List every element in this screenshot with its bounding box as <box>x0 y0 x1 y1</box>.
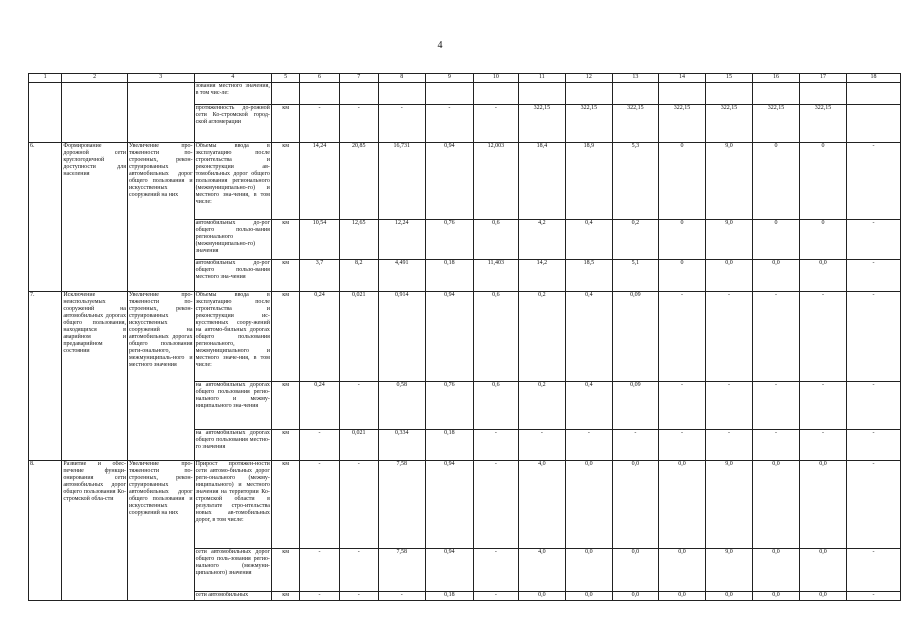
value-cell <box>565 83 612 105</box>
result-cell: Увеличение про-тяженности по-строенных, рекон-струированных автомобильных дорог общего пользования и искусственных сооружений на них <box>127 461 194 601</box>
value-cell: 0,4 <box>565 220 612 260</box>
value-cell: - <box>658 430 705 461</box>
value-cell: 0,021 <box>339 292 378 382</box>
value-cell: 18,9 <box>565 143 612 220</box>
result-cell: Увеличение про-тяженности по-строенных, рекон-струированных искусственных сооружений на автомобильных дорогах общего пользования реги-онального, межмуниципаль-ного и местного значения <box>127 292 194 461</box>
result-cell: Увеличение про-тяженности по-строенных, рекон-струированных автомобильных дорог общего пользования и искусственных сооружений на них <box>127 143 194 292</box>
column-number: 1 <box>29 74 62 83</box>
value-cell: 0,0 <box>565 549 612 592</box>
value-cell: 5,3 <box>612 143 658 220</box>
indicator-cell: на автомобильных дорогах общего пользования местно-го значения <box>194 430 271 461</box>
value-cell: 0,0 <box>612 549 658 592</box>
value-cell: 0,0 <box>612 461 658 549</box>
column-number: 5 <box>271 74 299 83</box>
value-cell: 0,76 <box>425 220 473 260</box>
column-number: 16 <box>752 74 799 83</box>
value-cell: 14,2 <box>518 260 565 292</box>
indicator-cell: автомобильных до-рог общего пользо-вания регионального (межмуниципально-го) значения <box>194 220 271 260</box>
column-number-row <box>29 74 901 83</box>
value-cell: 0,0 <box>612 592 658 601</box>
value-cell: 0,09 <box>612 382 658 430</box>
table-row <box>29 83 901 105</box>
value-cell: 4,491 <box>378 260 425 292</box>
value-cell: 0,0 <box>800 260 847 292</box>
value-cell: - <box>800 382 847 430</box>
value-cell: 9,0 <box>705 549 752 592</box>
value-cell: 0,0 <box>658 549 705 592</box>
value-cell: - <box>300 461 339 549</box>
value-cell: 9,0 <box>705 220 752 260</box>
value-cell: 0,09 <box>612 292 658 382</box>
column-number: 10 <box>473 74 518 83</box>
column-number: 13 <box>612 74 658 83</box>
indicator-cell: на автомобильных дорогах общего пользования регио-нального и межму-ниципального зна-чения <box>194 382 271 430</box>
task-name-cell <box>62 83 128 143</box>
value-cell <box>752 83 799 105</box>
value-cell: - <box>847 260 901 292</box>
value-cell: - <box>300 430 339 461</box>
value-cell: 7,58 <box>378 549 425 592</box>
value-cell: 0,76 <box>425 382 473 430</box>
value-cell <box>473 83 518 105</box>
value-cell: - <box>847 382 901 430</box>
value-cell: 322,15 <box>800 105 847 143</box>
indicator-cell: сети автомобильных дорог общего поль-зования регио-нального (межмуни-ципального) значения <box>194 549 271 592</box>
value-cell: 0,0 <box>752 549 799 592</box>
value-cell: - <box>339 549 378 592</box>
value-cell: - <box>378 592 425 601</box>
value-cell: 0 <box>658 260 705 292</box>
value-cell: 0,2 <box>518 382 565 430</box>
value-cell: - <box>658 382 705 430</box>
value-cell: 0,0 <box>800 592 847 601</box>
page-number: 4 <box>437 40 443 51</box>
value-cell: 11,403 <box>473 260 518 292</box>
value-cell: 18,5 <box>565 260 612 292</box>
value-cell: 12,24 <box>378 220 425 260</box>
row-number-cell <box>29 83 62 143</box>
value-cell: - <box>847 592 901 601</box>
value-cell: 0 <box>800 143 847 220</box>
unit-cell: км <box>271 382 299 430</box>
value-cell: 0,4 <box>565 382 612 430</box>
unit-cell: км <box>271 143 299 220</box>
value-cell: - <box>300 105 339 143</box>
row-number-cell: 7. <box>29 292 62 461</box>
unit-cell: км <box>271 430 299 461</box>
value-cell: 4,0 <box>518 461 565 549</box>
value-cell: 0 <box>752 220 799 260</box>
value-cell: 9,0 <box>705 461 752 549</box>
value-cell: 0,334 <box>378 430 425 461</box>
value-cell: - <box>378 105 425 143</box>
indicator-cell: сети автомобильных <box>194 592 271 601</box>
value-cell: - <box>705 382 752 430</box>
row-number-cell: 6. <box>29 143 62 292</box>
column-number: 8 <box>378 74 425 83</box>
table-row <box>29 292 901 382</box>
indicator-cell: протяженность до-рожной сети Ко-стромской город-ской агломерации <box>194 105 271 143</box>
value-cell: - <box>300 592 339 601</box>
unit-cell: км <box>271 461 299 549</box>
value-cell <box>518 83 565 105</box>
value-cell: - <box>847 143 901 220</box>
value-cell: 0,6 <box>473 382 518 430</box>
value-cell: 0,0 <box>565 592 612 601</box>
unit-cell: км <box>271 292 299 382</box>
task-name-cell: Исключение неиспользуемых сооружений на автомобильных дорогах общего пользования, находящихся в аварийном и предаварийном состоянии <box>62 292 128 461</box>
value-cell: 0 <box>658 143 705 220</box>
value-cell: 3,7 <box>300 260 339 292</box>
value-cell <box>847 105 901 143</box>
column-number: 7 <box>339 74 378 83</box>
value-cell: - <box>847 292 901 382</box>
value-cell: - <box>518 430 565 461</box>
value-cell: 0,24 <box>300 292 339 382</box>
value-cell: - <box>339 592 378 601</box>
unit-cell <box>271 83 299 105</box>
value-cell: 322,15 <box>752 105 799 143</box>
table-row <box>29 461 901 549</box>
value-cell: - <box>705 430 752 461</box>
value-cell: 322,15 <box>705 105 752 143</box>
value-cell: 0,0 <box>752 260 799 292</box>
row-number-cell: 8. <box>29 461 62 601</box>
result-cell <box>127 83 194 143</box>
value-cell: - <box>847 461 901 549</box>
value-cell: - <box>473 461 518 549</box>
value-cell <box>658 83 705 105</box>
task-name-cell: Формирование дорожной сети круглогодичной доступности для населения <box>62 143 128 292</box>
value-cell: 0,914 <box>378 292 425 382</box>
column-number: 4 <box>194 74 271 83</box>
value-cell: 0,4 <box>565 292 612 382</box>
value-cell: 0,94 <box>425 143 473 220</box>
value-cell: 0,0 <box>518 592 565 601</box>
value-cell: 0,0 <box>565 461 612 549</box>
value-cell: 7,58 <box>378 461 425 549</box>
value-cell: 0,18 <box>425 430 473 461</box>
value-cell <box>378 83 425 105</box>
value-cell: 322,15 <box>658 105 705 143</box>
unit-cell: км <box>271 549 299 592</box>
value-cell: - <box>339 105 378 143</box>
column-number: 6 <box>300 74 339 83</box>
value-cell <box>425 83 473 105</box>
value-cell: - <box>473 592 518 601</box>
indicator-cell: Объемы ввода в эксплуатацию после строительства и реконструкции ав-томобильных дорог общего пользования регионального (межмуниципально-го) и местного зна-чения, в том числе: <box>194 143 271 220</box>
value-cell <box>339 83 378 105</box>
value-cell: - <box>847 549 901 592</box>
value-cell: - <box>300 549 339 592</box>
column-number: 3 <box>127 74 194 83</box>
value-cell: 0,0 <box>800 549 847 592</box>
table-row <box>29 143 901 220</box>
value-cell: 0,0 <box>705 260 752 292</box>
value-cell: 4,0 <box>518 549 565 592</box>
indicator-cell: автомобильных до-рог общего пользо-вания местного зна-чения <box>194 260 271 292</box>
value-cell: 0,0 <box>800 461 847 549</box>
value-cell: - <box>473 105 518 143</box>
value-cell: 0,6 <box>473 220 518 260</box>
value-cell: 0,0 <box>705 592 752 601</box>
value-cell: 12,65 <box>339 220 378 260</box>
value-cell: - <box>752 382 799 430</box>
value-cell: 0,18 <box>425 592 473 601</box>
column-number: 12 <box>565 74 612 83</box>
value-cell: 0,2 <box>612 220 658 260</box>
value-cell: - <box>473 549 518 592</box>
value-cell: - <box>752 430 799 461</box>
column-number: 15 <box>705 74 752 83</box>
value-cell: 0,18 <box>425 260 473 292</box>
value-cell: - <box>425 105 473 143</box>
value-cell: - <box>800 292 847 382</box>
unit-cell: км <box>271 105 299 143</box>
value-cell: - <box>339 461 378 549</box>
value-cell: - <box>565 430 612 461</box>
column-number: 17 <box>800 74 847 83</box>
value-cell: - <box>705 292 752 382</box>
value-cell: - <box>847 430 901 461</box>
column-number: 2 <box>62 74 128 83</box>
indicator-cell: зования местного значения, в том чис-ле: <box>194 83 271 105</box>
value-cell: 0,0 <box>752 461 799 549</box>
value-cell: 16,731 <box>378 143 425 220</box>
value-cell: 0,94 <box>425 549 473 592</box>
value-cell: 0,0 <box>658 592 705 601</box>
value-cell: - <box>612 430 658 461</box>
value-cell: 8,2 <box>339 260 378 292</box>
value-cell: 0,0 <box>658 461 705 549</box>
task-name-cell: Развитие и обес-печение функци-онирования сети автомобильных дорог общего пользования Ко-стромской обла-сти <box>62 461 128 601</box>
value-cell: 322,15 <box>565 105 612 143</box>
value-cell: 322,15 <box>612 105 658 143</box>
value-cell: 14,24 <box>300 143 339 220</box>
value-cell: 0,021 <box>339 430 378 461</box>
indicator-cell: Прирост протяжен-ности сети автомо-бильных дорог реги-онального (межму-ниципального) и местного значения на территории Ко-стромской области в результате стро-ительства новых ав-томобильных дорог, в том числе: <box>194 461 271 549</box>
value-cell: 0,94 <box>425 292 473 382</box>
value-cell: 20,85 <box>339 143 378 220</box>
value-cell: - <box>339 382 378 430</box>
value-cell: 0 <box>800 220 847 260</box>
value-cell: - <box>473 430 518 461</box>
value-cell: 0,2 <box>518 292 565 382</box>
unit-cell: км <box>271 592 299 601</box>
column-number: 9 <box>425 74 473 83</box>
value-cell: 0 <box>752 143 799 220</box>
value-cell: 10,54 <box>300 220 339 260</box>
value-cell: 5,1 <box>612 260 658 292</box>
value-cell: - <box>658 292 705 382</box>
value-cell: 0,6 <box>473 292 518 382</box>
value-cell: 0,94 <box>425 461 473 549</box>
value-cell <box>800 83 847 105</box>
value-cell: 12,003 <box>473 143 518 220</box>
road-program-table <box>28 73 901 601</box>
value-cell: 4,2 <box>518 220 565 260</box>
value-cell: - <box>752 292 799 382</box>
value-cell <box>847 83 901 105</box>
value-cell: - <box>800 430 847 461</box>
value-cell: 0,24 <box>300 382 339 430</box>
unit-cell: км <box>271 260 299 292</box>
indicator-cell: Объемы ввода в эксплуатацию после строительства и реконструкции ис-кусственных соору-жений на автомо-бильных дорогах общего пользования регионального, межмуниципального и местного значе-ния, в том числе: <box>194 292 271 382</box>
column-number: 18 <box>847 74 901 83</box>
value-cell: 9,0 <box>705 143 752 220</box>
value-cell: 0,0 <box>752 592 799 601</box>
value-cell: 0,58 <box>378 382 425 430</box>
value-cell: 0 <box>658 220 705 260</box>
column-number: 11 <box>518 74 565 83</box>
value-cell: 18,4 <box>518 143 565 220</box>
value-cell <box>705 83 752 105</box>
value-cell: - <box>847 220 901 260</box>
value-cell <box>300 83 339 105</box>
value-cell <box>612 83 658 105</box>
unit-cell: км <box>271 220 299 260</box>
column-number: 14 <box>658 74 705 83</box>
value-cell: 322,15 <box>518 105 565 143</box>
